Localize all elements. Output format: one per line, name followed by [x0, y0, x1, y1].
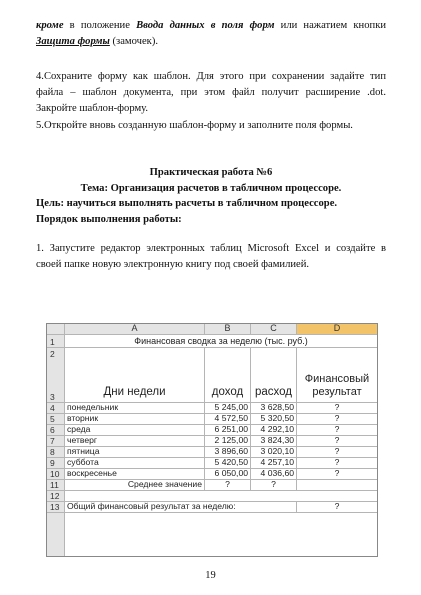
row-number: 8: [47, 447, 65, 458]
expense-cell: 4 257,10: [251, 458, 297, 469]
row-number: 7: [47, 436, 65, 447]
expense-cell: 4 036,60: [251, 469, 297, 480]
table-row: [47, 447, 377, 458]
result-cell: ?: [297, 425, 377, 436]
table-row: [47, 403, 377, 414]
row-numbers-2-3: 2 3: [47, 348, 65, 403]
day-cell: среда: [65, 425, 205, 436]
column-header-a: A: [65, 324, 205, 335]
row-number: 1: [47, 335, 65, 348]
day-cell: вторник: [65, 414, 205, 425]
blank-row: 12: [47, 491, 377, 502]
sheet-header-row: [47, 348, 377, 403]
header-days: Дни недели: [65, 348, 205, 403]
result-cell: ?: [297, 436, 377, 447]
row-number: 6: [47, 425, 65, 436]
table-row: [47, 458, 377, 469]
expense-cell: 5 320,50: [251, 414, 297, 425]
income-cell: 6 050,00: [205, 469, 251, 480]
income-cell: 2 125,00: [205, 436, 251, 447]
empty-area: [47, 513, 377, 556]
total-row: 13 Общий финансовый результат за неделю: ?: [47, 502, 377, 513]
row-number: 10: [47, 469, 65, 480]
income-cell: 6 251,00: [205, 425, 251, 436]
average-income: ?: [205, 480, 251, 491]
day-cell: понедельник: [65, 403, 205, 414]
paragraph-step5: 5.Откройте вновь созданную шаблон-форму и заполните поля формы.: [36, 120, 353, 131]
spreadsheet-image: [46, 323, 378, 557]
button-name: Защита формы: [36, 36, 110, 48]
header-income: доход: [205, 348, 251, 403]
work-order: Порядок выполнения работы:: [36, 214, 182, 225]
table-row: [47, 469, 377, 480]
expense-cell: 3 020,10: [251, 447, 297, 458]
work-goal: Цель: научиться выполнять расчеты в табличном процессоре.: [36, 198, 338, 209]
average-row: 11 Среднее значение ? ?: [47, 480, 377, 491]
column-header-row: [47, 324, 377, 335]
table-row: [47, 436, 377, 447]
row-number: 4: [47, 403, 65, 414]
work-title: Практическая работа №6: [149, 167, 273, 178]
day-cell: воскресенье: [65, 469, 205, 480]
result-cell: ?: [297, 469, 377, 480]
average-expense: ?: [251, 480, 297, 491]
column-header-b: B: [205, 324, 251, 335]
row-number: 5: [47, 414, 65, 425]
day-cell: пятница: [65, 447, 205, 458]
italic-word: кроме: [36, 20, 64, 31]
column-header-c: C: [251, 324, 297, 335]
income-cell: 4 572,50: [205, 414, 251, 425]
paragraph-step1: 1. Запустите редактор электронных таблиц Microsoft Excel и создайте в своей папке новую электронную книгу под своей фамилией.: [36, 243, 386, 271]
header-expense: расход: [251, 348, 297, 403]
expense-cell: 4 292,10: [251, 425, 297, 436]
column-header-d: D: [297, 324, 377, 335]
sheet-title: Финансовая сводка за неделю (тыс. руб.): [65, 335, 377, 348]
table-row: [47, 414, 377, 425]
result-cell: ?: [297, 458, 377, 469]
work-topic: Тема: Организация расчетов в табличном процессоре.: [80, 183, 342, 194]
row-number: 9: [47, 458, 65, 469]
paragraph-protect: кроме в положение Ввода данных в поля форм или нажатием кнопки Защита формы (замочек).: [36, 20, 387, 48]
corner-cell: [47, 324, 65, 335]
income-cell: 5 245,00: [205, 403, 251, 414]
mode-name: Ввода данных в поля форм: [136, 20, 275, 31]
total-label: Общий финансовый результат за неделю:: [65, 502, 297, 513]
result-cell: ?: [297, 403, 377, 414]
total-value: ?: [297, 502, 377, 513]
expense-cell: 3 628,50: [251, 403, 297, 414]
page-number: 19: [205, 570, 216, 581]
paragraph-step4: 4.Сохраните форму как шаблон. Для этого при сохранении задайте тип файла – шаблон документа, при этом файл получит расширение .dot. Закройте шаблон-форму.: [36, 71, 386, 115]
table-row: [47, 425, 377, 436]
income-cell: 5 420,50: [205, 458, 251, 469]
expense-cell: 3 824,30: [251, 436, 297, 447]
day-cell: суббота: [65, 458, 205, 469]
average-label: Среднее значение: [65, 480, 205, 491]
result-cell: ?: [297, 414, 377, 425]
result-cell: ?: [297, 447, 377, 458]
sheet-title-row: [47, 335, 377, 348]
income-cell: 3 896,60: [205, 447, 251, 458]
header-result: Финансовый результат: [297, 348, 377, 403]
day-cell: четверг: [65, 436, 205, 447]
